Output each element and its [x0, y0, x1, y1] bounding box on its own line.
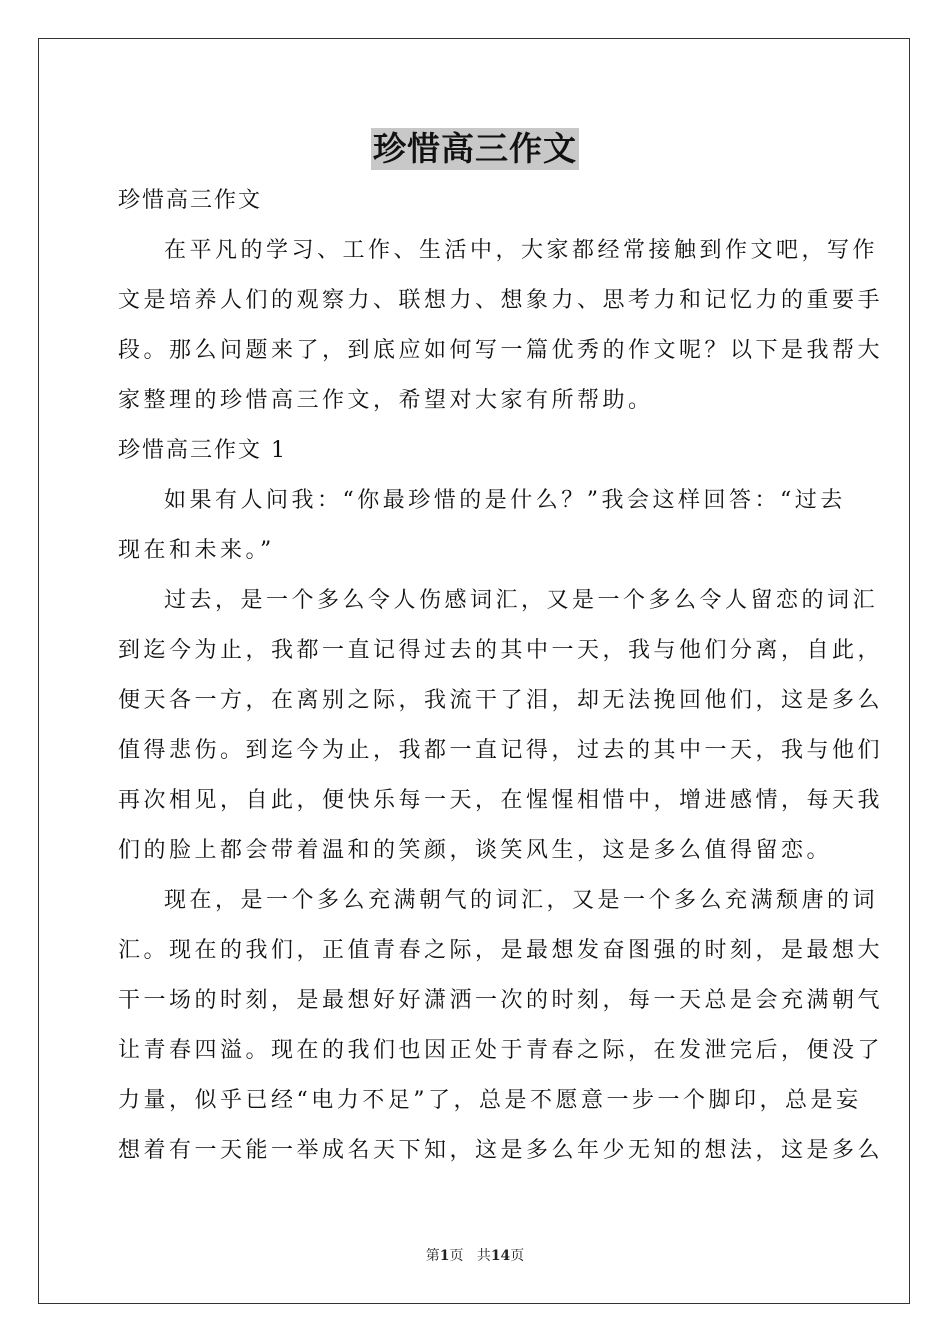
- body-line: 让青春四溢。现在的我们也因正处于青春之际，在发泄完后，便没了: [118, 1038, 884, 1063]
- body-line: 文是培养人们的观察力、联想力、想象力、思考力和记忆力的重要手: [118, 288, 884, 313]
- body-line: 力量，似乎已经“电力不足”了，总是不愿意一步一个脚印，总是妄: [118, 1088, 862, 1113]
- body-line: 干一场的时刻，是最想好好潇洒一次的时刻，每一天总是会充满朝气: [118, 988, 884, 1013]
- page-footer: [0, 1246, 950, 1266]
- body-line: 如果有人问我：“你最珍惜的是什么？”我会这样回答：“过去: [164, 488, 846, 513]
- body-line: 过去，是一个多么令人伤感词汇，又是一个多么令人留恋的词汇: [164, 588, 879, 613]
- title-container: [0, 128, 950, 170]
- total-prefix: 共: [476, 1248, 491, 1264]
- current-page-number: 1: [439, 1248, 450, 1264]
- body-line: 再次相见，自此，便快乐每一天，在惺惺相惜中，增进感情，每天我: [118, 788, 884, 813]
- document-body: [118, 176, 884, 1176]
- body-line: 家整理的珍惜高三作文，希望对大家有所帮助。: [118, 388, 654, 413]
- body-line: 在平凡的学习、工作、生活中，大家都经常接触到作文吧，写作: [164, 238, 879, 263]
- body-line: 想着有一天能一举成名天下知，这是多么年少无知的想法，这是多么: [118, 1138, 884, 1163]
- body-line: 便天各一方，在离别之际，我流干了泪，却无法挽回他们，这是多么: [118, 688, 884, 713]
- body-line: 段。那么问题来了，到底应如何写一篇优秀的作文呢？以下是我帮大: [118, 338, 884, 363]
- section-heading: 珍惜高三作文 1: [118, 438, 287, 463]
- body-line: 值得悲伤。到迄今为止，我都一直记得，过去的其中一天，我与他们: [118, 738, 884, 763]
- body-line: 到迄今为止，我都一直记得过去的其中一天，我与他们分离，自此，: [118, 638, 884, 663]
- section-heading: 珍惜高三作文: [118, 188, 263, 213]
- total-suffix: 页: [510, 1248, 525, 1264]
- page-prefix: 第: [425, 1248, 440, 1264]
- body-line: 现在和未来。”: [118, 538, 275, 563]
- document-title: 珍惜高三作文: [373, 129, 577, 168]
- body-line: 现在，是一个多么充满朝气的词汇，又是一个多么充满颓唐的词: [164, 888, 879, 913]
- body-line: 汇。现在的我们，正值青春之际，是最想发奋图强的时刻，是最想大: [118, 938, 884, 963]
- page-suffix: 页: [449, 1248, 464, 1264]
- body-line: 们的脸上都会带着温和的笑颜，谈笑风生，这是多么值得留恋。: [118, 838, 833, 863]
- total-pages-number: 14: [490, 1248, 511, 1264]
